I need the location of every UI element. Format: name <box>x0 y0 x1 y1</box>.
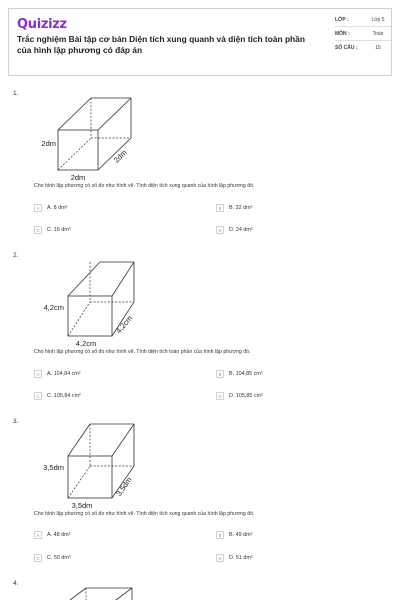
question-prompt: Cho hình lập phương có số đo như hình vẽ. Tính diện tích toàn phần của hình lập phương đó. <box>34 349 251 355</box>
answer-option-a[interactable] <box>34 531 70 539</box>
divider <box>335 26 391 27</box>
answer-option-b[interactable] <box>216 531 252 539</box>
cube-depth-label: 3,5dm <box>114 475 134 498</box>
cube-diagram <box>34 256 144 348</box>
answer-option-d[interactable] <box>216 554 253 562</box>
answer-option-a[interactable] <box>34 204 67 212</box>
cube-front-face <box>68 456 112 498</box>
cube-edge <box>116 588 132 600</box>
option-checkbox[interactable]: A <box>34 370 42 378</box>
answer-option-d[interactable] <box>216 226 253 234</box>
cube-height-label: 3,5dm <box>43 463 64 472</box>
option-checkbox[interactable]: C <box>34 554 42 562</box>
cube-edge <box>112 424 134 456</box>
cube-edge <box>68 424 90 456</box>
question-count-value: 15 <box>375 45 381 51</box>
worksheet-header <box>8 8 392 76</box>
subject-value: Toán <box>372 31 384 37</box>
answer-option-c[interactable] <box>34 392 81 400</box>
cube-depth-label: 4,2cm <box>114 313 135 336</box>
option-text: A. 104,84 cm² <box>47 371 81 377</box>
option-checkbox[interactable]: B <box>216 370 224 378</box>
option-checkbox[interactable]: A <box>34 204 42 212</box>
option-text: B. 32 dm² <box>229 205 253 211</box>
option-checkbox[interactable]: D <box>216 554 224 562</box>
answer-option-c[interactable] <box>34 554 71 562</box>
cube-edge <box>58 98 91 130</box>
grade-value: Lớp 5 <box>371 17 385 23</box>
option-checkbox[interactable]: C <box>34 226 42 234</box>
option-text: A. 48 dm² <box>47 532 71 538</box>
cube-height-label: 2dm <box>41 139 56 148</box>
worksheet-title: Trắc nghiệm Bài tập cơ bản Diện tích xung quanh và diện tích toàn phần của hình lập phương có đáp án <box>17 34 305 55</box>
answer-option-c[interactable] <box>34 226 71 234</box>
question-number: 1. <box>13 90 19 97</box>
cube-width-label: 4,2cm <box>75 339 97 348</box>
option-text: C. 50 dm² <box>47 555 71 561</box>
question-prompt: Cho hình lập phương có số đo như hình vẽ. Tính diện tích xung quanh của hình lập phương đó. <box>34 183 255 189</box>
cube-diagram <box>34 420 144 510</box>
answer-option-a[interactable] <box>34 370 81 378</box>
cube-hidden-edge <box>68 466 90 498</box>
divider <box>335 40 391 41</box>
cube-diagram <box>34 584 144 600</box>
question-prompt: Cho hình lập phương có số đo như hình vẽ. Tính diện tích xung quanh của hình lập phương đó. <box>34 511 255 517</box>
option-text: C. 105,84 cm² <box>47 393 81 399</box>
option-checkbox[interactable]: B <box>216 204 224 212</box>
option-text: C. 16 dm² <box>47 227 71 233</box>
cube-width-label: 2dm <box>70 173 86 182</box>
answer-option-b[interactable] <box>216 370 263 378</box>
question-number: 4. <box>13 580 19 587</box>
cube-edge <box>68 262 100 296</box>
option-checkbox[interactable]: A <box>34 531 42 539</box>
subject-label: MÔN : <box>335 31 350 37</box>
cube-width-label: 3,5dm <box>71 501 93 510</box>
cube-diagram <box>34 94 144 182</box>
cube-edge <box>70 588 86 600</box>
question-number: 3. <box>13 418 19 425</box>
option-checkbox[interactable]: D <box>216 392 224 400</box>
quizizz-logo: Quizizz <box>17 17 67 32</box>
option-text: D. 24 dm² <box>229 227 253 233</box>
option-text: D. 51 dm² <box>229 555 253 561</box>
option-text: B. 104,85 cm² <box>229 371 263 377</box>
grade-label: LỚP : <box>335 17 349 23</box>
answer-option-d[interactable] <box>216 392 263 400</box>
question-number: 2. <box>13 252 19 259</box>
cube-hidden-edge <box>68 302 90 336</box>
cube-edge <box>98 98 131 130</box>
cube-edge <box>112 262 134 296</box>
option-text: D. 105,85 cm² <box>229 393 263 399</box>
option-text: B. 49 dm² <box>229 532 253 538</box>
cube-depth-label: 2dm <box>111 147 129 165</box>
answer-option-b[interactable] <box>216 204 252 212</box>
question-count-label: SỐ CÂU : <box>335 45 358 51</box>
worksheet-meta <box>335 17 391 51</box>
option-checkbox[interactable]: B <box>216 531 224 539</box>
option-checkbox[interactable]: D <box>216 226 224 234</box>
option-text: A. 8 dm² <box>47 205 68 211</box>
cube-hidden-edge <box>58 138 91 170</box>
option-checkbox[interactable]: C <box>34 392 42 400</box>
cube-height-label: 4,2cm <box>43 303 64 312</box>
